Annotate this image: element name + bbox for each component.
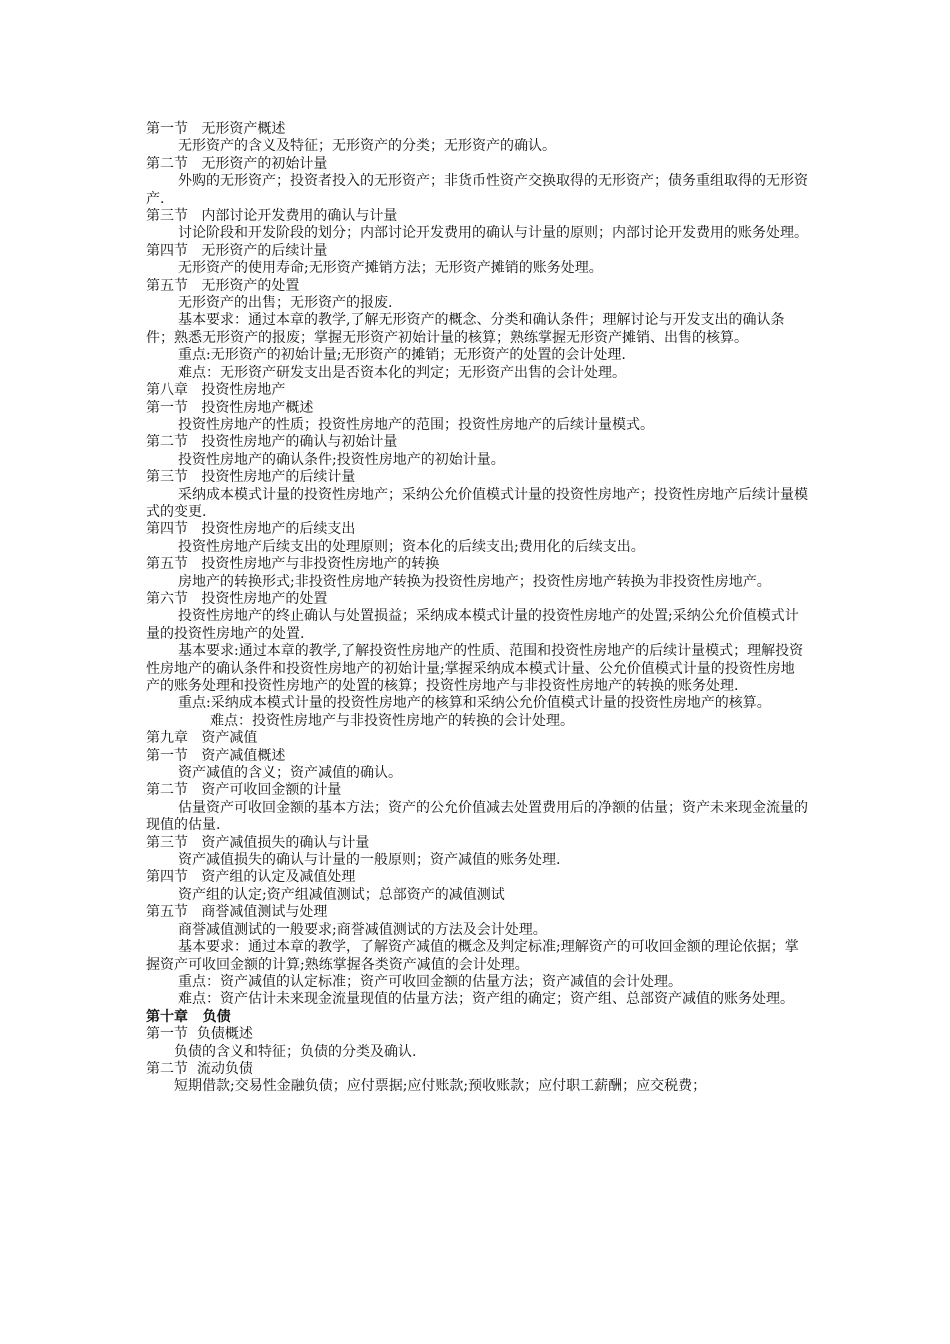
paragraph: 估量资产可收回金额的基本方法；资产的公允价值减去处置费用后的净额的估量；资产未来现金流量的现值的估量. — [146, 799, 808, 834]
paragraph: 重点：资产减值的认定标准；资产可收回金额的估量方法；资产减值的会计处理。 — [178, 973, 682, 990]
section-heading: 第一节 投资性房地产概述 — [146, 399, 314, 416]
paragraph: 采纳成本模式计量的投资性房地产；采纳公允价值模式计量的投资性房地产；投资性房地产后续计量模式的变更. — [146, 486, 808, 520]
section-heading: 第一节 资产减值概述 — [146, 747, 286, 764]
paragraph: 讨论阶段和开发阶段的划分；内部讨论开发费用的确认与计量的原则；内部讨论开发费用的账务处理。 — [178, 225, 808, 242]
section-heading: 第一节 负债概述 — [146, 1026, 253, 1043]
paragraph: 基本要求:通过本章的教学,了解投资性房地产的性质、范围和投资性房地产的后续计量模式；理解投资性房地产的确认条件和投资性房地产的初始计量;掌握采纳成本模式计量、公允价值模式计量的投资性房地产的账务处理和投资性房地产的处置的核算；投资性房地产与非投资性房地产的转换的账务处理. — [146, 643, 804, 694]
paragraph: 重点:采纳成本模式计量的投资性房地产的核算和采纳公允价值模式计量的投资性房地产的核算。 — [178, 695, 771, 712]
paragraph: 无形资产的出售；无形资产的报废. — [178, 295, 393, 312]
paragraph: 外购的无形资产；投资者投入的无形资产；非货币性资产交换取得的无形资产；债务重组取得的无形资产. — [146, 173, 808, 207]
document-body — [146, 121, 808, 1096]
section-heading: 第一节 无形资产概述 — [146, 121, 286, 137]
section-heading: 第六节 投资性房地产的处置 — [146, 590, 328, 607]
section-heading: 第四节 资产组的认定及减值处理 — [146, 869, 356, 886]
paragraph: 房地产的转换形式;非投资性房地产转换为投资性房地产；投资性房地产转换为非投资性房地产。 — [178, 573, 771, 590]
section-heading: 第十章 负债 — [146, 1008, 231, 1025]
paragraph: 难点：投资性房地产与非投资性房地产的转换的会计处理。 — [210, 712, 574, 729]
paragraph: 投资性房地产的确认条件;投资性房地产的初始计量。 — [178, 451, 505, 468]
paragraph: 难点：资产估计未来现金流量现值的估量方法；资产组的确定；资产组、总部资产减值的账务处理。 — [178, 991, 794, 1008]
section-heading: 第三节 内部讨论开发费用的确认与计量 — [146, 208, 398, 225]
paragraph: 重点:无形资产的初始计量;无形资产的摊销；无形资产的处置的会计处理. — [178, 347, 626, 364]
section-heading: 第五节 投资性房地产与非投资性房地产的转换 — [146, 556, 440, 573]
paragraph: 资产减值的含义；资产减值的确认。 — [178, 765, 402, 782]
section-heading: 第五节 无形资产的处置 — [146, 277, 300, 294]
section-heading: 第三节 投资性房地产的后续计量 — [146, 469, 356, 486]
section-heading: 第二节 无形资产的初始计量 — [146, 155, 328, 172]
document-page — [146, 121, 808, 1096]
section-heading: 第二节 投资性房地产的确认与初始计量 — [146, 434, 398, 451]
paragraph: 商誉减值测试的一般要求;商誉减值测试的方法及会计处理。 — [178, 921, 547, 938]
paragraph: 负债的含义和特征；负债的分类及确认. — [174, 1043, 417, 1060]
section-heading: 第五节 商誉减值测试与处理 — [146, 904, 328, 921]
section-heading: 第二节 流动负债 — [146, 1060, 253, 1077]
paragraph: 基本要求：通过本章的教学,了解无形资产的概念、分类和确认条件；理解讨论与开发支出的确认条件；熟悉无形资产的报废；掌握无形资产初始计量的核算；熟练掌握无形资产摊销、出售的核算。 — [146, 312, 785, 346]
paragraph: 投资性房地产后续支出的处理原则；资本化的后续支出;费用化的后续支出。 — [178, 538, 645, 555]
section-heading: 第九章 资产减值 — [146, 730, 258, 747]
paragraph: 基本要求：通过本章的教学，了解资产减值的概念及判定标准;理解资产的可收回金额的理论依据；掌握资产可收回金额的计算;熟练掌握各类资产减值的会计处理。 — [146, 939, 799, 973]
paragraph: 投资性房地产的性质；投资性房地产的范围；投资性房地产的后续计量模式。 — [178, 416, 654, 433]
section-heading: 第四节 无形资产的后续计量 — [146, 242, 328, 259]
section-heading: 第八章 投资性房地产 — [146, 382, 286, 399]
section-heading: 第二节 资产可收回金额的计量 — [146, 782, 342, 799]
paragraph: 无形资产的含义及特征；无形资产的分类；无形资产的确认。 — [178, 138, 556, 155]
section-heading: 第四节 投资性房地产的后续支出 — [146, 521, 356, 538]
paragraph: 无形资产的使用寿命;无形资产摊销方法；无形资产摊销的账务处理。 — [178, 260, 603, 277]
paragraph: 难点：无形资产研发支出是否资本化的判定；无形资产出售的会计处理。 — [178, 364, 626, 381]
paragraph: 资产减值损失的确认与计量的一般原则；资产减值的账务处理. — [178, 852, 561, 869]
section-heading: 第三节 资产减值损失的确认与计量 — [146, 834, 370, 851]
paragraph: 短期借款;交易性金融负债；应付票据;应付账款;预收账款；应付职工薪酬；应交税费； — [174, 1078, 707, 1095]
paragraph: 资产组的认定;资产组减值测试；总部资产的减值测试 — [178, 886, 505, 903]
paragraph: 投资性房地产的终止确认与处置损益；采纳成本模式计量的投资性房地产的处置;采纳公允价值模式计量的投资性房地产的处置. — [146, 608, 799, 642]
